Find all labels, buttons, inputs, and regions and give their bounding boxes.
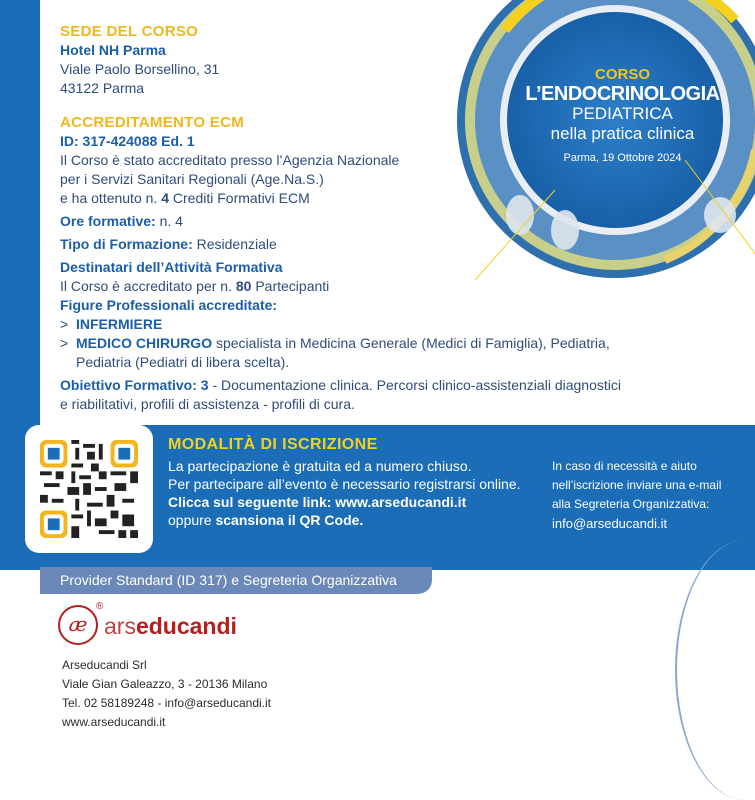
sede-street: Viale Paolo Borsellino, 31	[60, 61, 220, 77]
ore-formative: Ore formative: n. 4	[60, 213, 183, 229]
provider-bar: Provider Standard (ID 317) e Segreteria Organizzativa	[40, 567, 432, 594]
figure-item-2-cont: Pediatria (Pediatri di libera scelta).	[76, 354, 290, 370]
registration-line-4: oppure scansiona il QR Code.	[168, 512, 364, 528]
tipo-formazione: Tipo di Formazione: Residenziale	[60, 236, 277, 252]
destinatari-label: Destinatari dell’Attività Formativa	[60, 259, 283, 275]
emblem-subtitle2: nella pratica clinica	[550, 124, 695, 143]
help-info	[552, 457, 721, 533]
emblem-date: Parma, 19 Ottobre 2024	[563, 152, 682, 164]
company-address: Viale Gian Galeazzo, 3 - 20136 Milano	[62, 677, 268, 691]
logo-mark: æ	[58, 605, 98, 645]
figure-item-2: > MEDICO CHIRURGO specialista in Medicina Generale (Medici di Famiglia), Pediatria,	[60, 335, 610, 351]
registration-line-1: La partecipazione è gratuita ed a numero chiuso.	[168, 458, 472, 474]
help-line-3: alla Segreteria Organizzativa:	[552, 497, 710, 511]
registration-link[interactable]: Clicca sul seguente link: www.arseducandi.it	[168, 494, 467, 510]
registration-line-2: Per partecipare all’evento è necessario registrarsi online.	[168, 476, 521, 492]
company-name: Arseducandi Srl	[62, 658, 147, 672]
sede-city: 43122 Parma	[60, 80, 145, 96]
sede-heading: SEDE DEL CORSO	[60, 23, 199, 40]
sede-hotel: Hotel NH Parma	[60, 42, 166, 58]
figure-label: Figure Professionali accreditate:	[60, 297, 278, 313]
figure-item-1: > INFERMIERE	[60, 316, 163, 332]
emblem-corso: CORSO	[594, 66, 650, 83]
ecm-text-3: e ha ottenuto n. 4 Crediti Formativi ECM	[60, 190, 310, 206]
company-contacts: Tel. 02 58189248 - info@arseducandi.it	[62, 696, 271, 710]
ecm-id: ID: 317-424088 Ed. 1	[60, 133, 195, 149]
help-line-1: In caso di necessità e aiuto	[552, 459, 697, 473]
help-email[interactable]: info@arseducandi.it	[552, 516, 668, 531]
ecm-text-2: per i Servizi Sanitari Regionali (Age.Na.S.)	[60, 171, 324, 187]
ecm-heading: ACCREDITAMENTO ECM	[60, 114, 245, 131]
obiettivo-cont: e riabilitativi, profili di assistenza - profili di cura.	[60, 396, 355, 412]
left-frame-band	[0, 0, 40, 425]
registration-info	[168, 436, 521, 529]
ecm-text-1: Il Corso è stato accreditato presso l’Agenzia Nazionale	[60, 152, 400, 168]
decorative-curve	[675, 540, 755, 800]
company-info	[62, 656, 271, 732]
qr-code-icon[interactable]	[40, 440, 138, 538]
emblem-subtitle: PEDIATRICA	[572, 104, 673, 123]
registration-heading: MODALITÀ DI ISCRIZIONE	[168, 436, 378, 453]
qr-card[interactable]	[25, 425, 153, 553]
obiettivo: Obiettivo Formativo: 3 - Documentazione clinica. Percorsi clinico-assistenziali diagnostici	[60, 377, 621, 393]
emblem-title: L’ENDOCRINOLOGIA	[525, 83, 720, 105]
registered-mark: ®	[96, 601, 104, 612]
ecm-section	[60, 113, 621, 414]
help-line-2: nell’iscrizione inviare una e-mail	[552, 478, 722, 492]
logo-wordmark: arseducandi	[104, 613, 237, 639]
sede-section	[60, 22, 219, 98]
company-website[interactable]: www.arseducandi.it	[62, 715, 166, 729]
destinatari-text: Il Corso è accreditato per n. 80 Partecipanti	[60, 278, 330, 294]
